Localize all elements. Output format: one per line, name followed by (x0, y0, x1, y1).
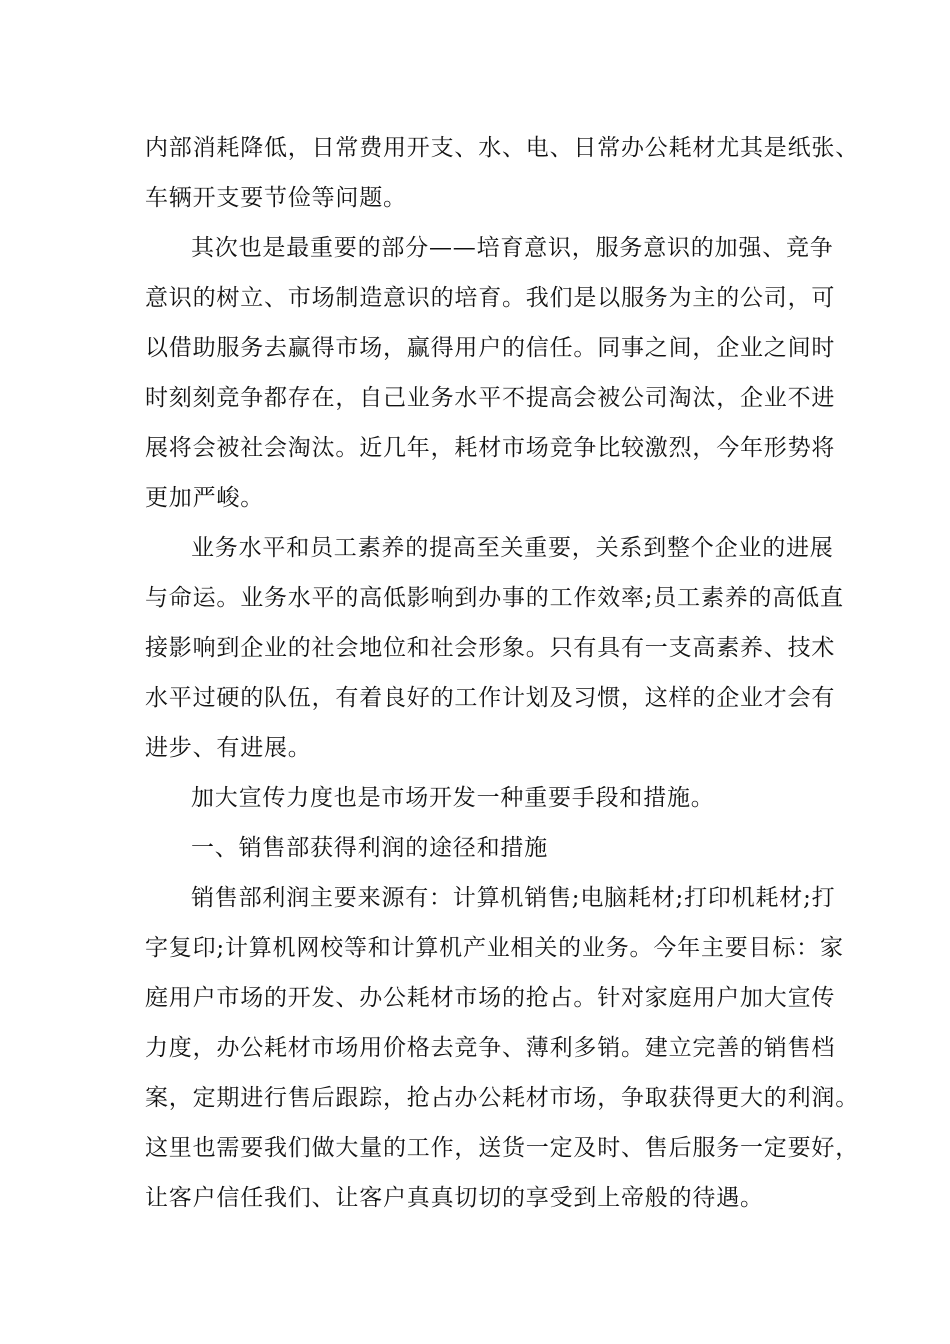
document-body (145, 123, 859, 1223)
text-line: 庭用户市场的开发、办公耗材市场的抢占。针对家庭用户加大宣传 (145, 985, 836, 1011)
paragraph-start-line: 销售部利润主要来源有：计算机销售;电脑耗材;打印机耗材;打 (191, 885, 836, 911)
text-line: 意识的树立、市场制造意识的培育。我们是以服务为主的公司，可 (145, 285, 836, 311)
paragraph-start-line: 业务水平和员工素养的提高至关重要，关系到整个企业的进展 (191, 535, 834, 561)
section-heading: 一、销售部获得利润的途径和措施 (191, 835, 548, 861)
text-line: 进步、有进展。 (145, 735, 312, 761)
text-line: 与命运。业务水平的高低影响到办事的工作效率;员工素养的高低直 (145, 585, 844, 611)
text-line: 更加严峻。 (145, 485, 264, 511)
text-line: 字复印;计算机网校等和计算机产业相关的业务。今年主要目标：家 (145, 935, 844, 961)
text-line: 让客户信任我们、让客户真真切切的享受到上帝般的待遇。 (145, 1185, 764, 1211)
text-line: 展将会被社会淘汰。近几年，耗材市场竞争比较激烈，今年形势将 (145, 435, 836, 461)
text-line: 这里也需要我们做大量的工作，送货一定及时、售后服务一定要好， (145, 1135, 859, 1161)
text-line: 接影响到企业的社会地位和社会形象。只有具有一支高素养、技术 (145, 635, 836, 661)
text-line: 力度，办公耗材市场用价格去竞争、薄利多销。建立完善的销售档 (145, 1035, 836, 1061)
paragraph-start-line: 加大宣传力度也是市场开发一种重要手段和措施。 (191, 785, 715, 811)
text-line: 水平过硬的队伍，有着良好的工作计划及习惯，这样的企业才会有 (145, 685, 836, 711)
text-line: 案，定期进行售后跟踪，抢占办公耗材市场，争取获得更大的利润。 (145, 1085, 859, 1111)
text-line: 车辆开支要节俭等问题。 (145, 185, 407, 211)
text-line: 以借助服务去赢得市场，赢得用户的信任。同事之间，企业之间时 (145, 335, 836, 361)
paragraph-start-line: 其次也是最重要的部分——培育意识，服务意识的加强、竞争 (191, 235, 834, 261)
text-line: 时刻刻竞争都存在，自己业务水平不提高会被公司淘汰，企业不进 (145, 385, 836, 411)
text-line: 内部消耗降低，日常费用开支、水、电、日常办公耗材尤其是纸张、 (145, 135, 859, 161)
